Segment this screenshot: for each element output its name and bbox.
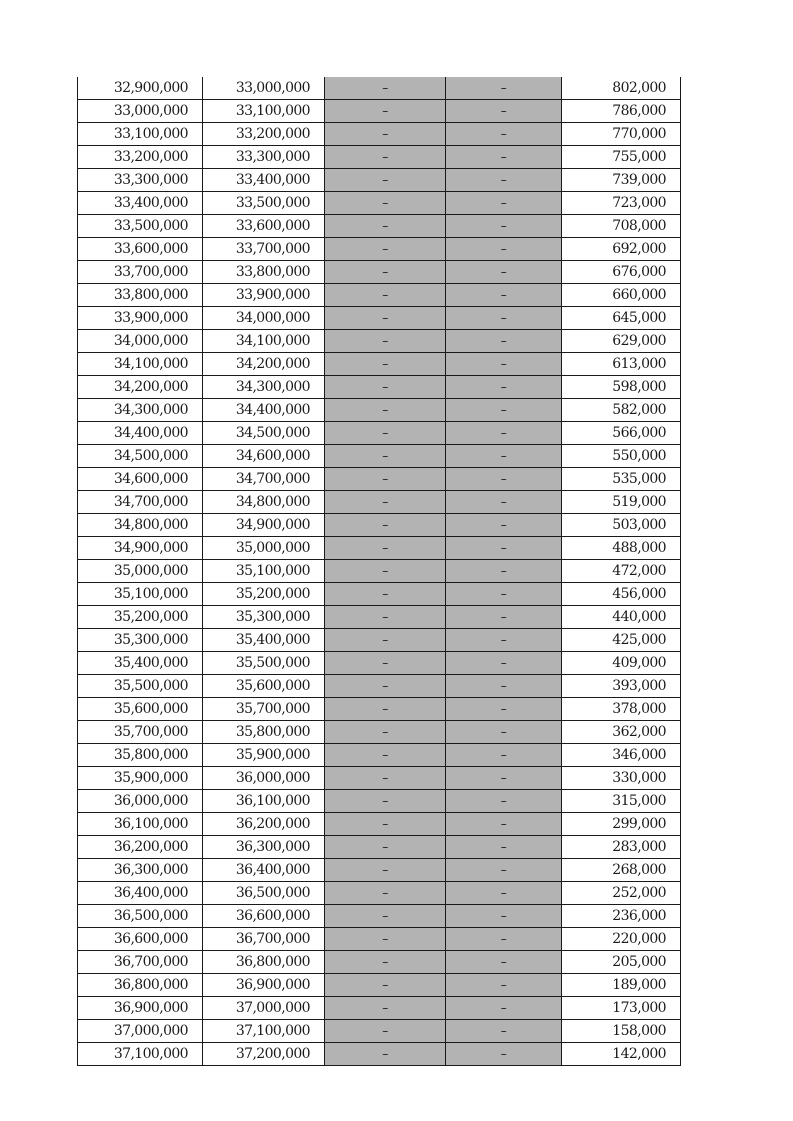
amount-cell: 708,000 [562,215,681,238]
range-from-cell: 36,300,000 [78,859,203,882]
range-to-cell: 33,800,000 [203,261,325,284]
shaded-dash-cell: – [325,974,446,997]
table-row [78,928,681,951]
shaded-dash-cell: – [446,652,562,675]
table-row [78,675,681,698]
shaded-dash-cell: – [446,330,562,353]
range-to-cell: 36,800,000 [203,951,325,974]
amount-cell: 205,000 [562,951,681,974]
table-row [78,698,681,721]
range-from-cell: 34,100,000 [78,353,203,376]
shaded-dash-cell: – [325,905,446,928]
amount-cell: 645,000 [562,307,681,330]
range-to-cell: 35,700,000 [203,698,325,721]
shaded-dash-cell: – [446,284,562,307]
range-to-cell: 35,600,000 [203,675,325,698]
shaded-dash-cell: – [325,100,446,123]
shaded-dash-cell: – [446,468,562,491]
table-row [78,997,681,1020]
range-to-cell: 33,500,000 [203,192,325,215]
amount-cell: 440,000 [562,606,681,629]
shaded-dash-cell: – [446,215,562,238]
amount-cell: 220,000 [562,928,681,951]
shaded-dash-cell: – [325,997,446,1020]
range-from-cell: 33,200,000 [78,146,203,169]
shaded-dash-cell: – [325,721,446,744]
amount-cell: 503,000 [562,514,681,537]
shaded-dash-cell: – [446,997,562,1020]
table-row [78,77,681,100]
shaded-dash-cell: – [446,905,562,928]
amount-cell: 236,000 [562,905,681,928]
amount-cell: 346,000 [562,744,681,767]
table-row [78,284,681,307]
amount-cell: 362,000 [562,721,681,744]
shaded-dash-cell: – [446,307,562,330]
amount-cell: 252,000 [562,882,681,905]
range-from-cell: 36,800,000 [78,974,203,997]
amount-cell: 802,000 [562,77,681,100]
shaded-dash-cell: – [325,1043,446,1066]
range-from-cell: 34,000,000 [78,330,203,353]
table-row [78,445,681,468]
range-from-cell: 36,100,000 [78,813,203,836]
shaded-dash-cell: – [325,422,446,445]
range-from-cell: 33,100,000 [78,123,203,146]
table-row [78,606,681,629]
range-from-cell: 35,900,000 [78,767,203,790]
shaded-dash-cell: – [325,353,446,376]
table-row [78,422,681,445]
shaded-dash-cell: – [446,813,562,836]
shaded-dash-cell: – [446,928,562,951]
range-from-cell: 36,400,000 [78,882,203,905]
table-row [78,123,681,146]
table-row [78,353,681,376]
amount-cell: 755,000 [562,146,681,169]
range-to-cell: 33,700,000 [203,238,325,261]
amount-cell: 692,000 [562,238,681,261]
table-row [78,1043,681,1066]
shaded-dash-cell: – [325,491,446,514]
table-row [78,882,681,905]
bracket-table-page [77,77,680,1066]
range-to-cell: 34,300,000 [203,376,325,399]
amount-cell: 723,000 [562,192,681,215]
range-from-cell: 36,000,000 [78,790,203,813]
amount-cell: 582,000 [562,399,681,422]
table-row [78,721,681,744]
range-to-cell: 35,200,000 [203,583,325,606]
amount-cell: 519,000 [562,491,681,514]
range-to-cell: 33,200,000 [203,123,325,146]
shaded-dash-cell: – [325,675,446,698]
shaded-dash-cell: – [325,445,446,468]
range-from-cell: 33,300,000 [78,169,203,192]
shaded-dash-cell: – [325,169,446,192]
range-to-cell: 34,700,000 [203,468,325,491]
shaded-dash-cell: – [325,790,446,813]
shaded-dash-cell: – [446,537,562,560]
table-row [78,813,681,836]
range-to-cell: 35,800,000 [203,721,325,744]
range-from-cell: 35,600,000 [78,698,203,721]
table-row [78,859,681,882]
shaded-dash-cell: – [446,675,562,698]
shaded-dash-cell: – [325,767,446,790]
amount-cell: 283,000 [562,836,681,859]
range-to-cell: 35,400,000 [203,629,325,652]
table-row [78,468,681,491]
shaded-dash-cell: – [325,629,446,652]
shaded-dash-cell: – [446,744,562,767]
shaded-dash-cell: – [446,353,562,376]
table-row [78,951,681,974]
range-from-cell: 34,400,000 [78,422,203,445]
range-from-cell: 35,100,000 [78,583,203,606]
range-from-cell: 34,800,000 [78,514,203,537]
amount-cell: 613,000 [562,353,681,376]
shaded-dash-cell: – [325,951,446,974]
amount-cell: 330,000 [562,767,681,790]
table-row [78,491,681,514]
range-from-cell: 34,600,000 [78,468,203,491]
amount-cell: 158,000 [562,1020,681,1043]
range-from-cell: 36,700,000 [78,951,203,974]
shaded-dash-cell: – [325,836,446,859]
range-from-cell: 34,900,000 [78,537,203,560]
range-from-cell: 36,500,000 [78,905,203,928]
shaded-dash-cell: – [325,560,446,583]
range-to-cell: 33,600,000 [203,215,325,238]
shaded-dash-cell: – [446,146,562,169]
table-row [78,744,681,767]
shaded-dash-cell: – [446,560,562,583]
range-from-cell: 36,900,000 [78,997,203,1020]
shaded-dash-cell: – [325,928,446,951]
amount-cell: 425,000 [562,629,681,652]
shaded-dash-cell: – [325,215,446,238]
range-from-cell: 35,300,000 [78,629,203,652]
shaded-dash-cell: – [446,376,562,399]
table-row [78,307,681,330]
range-from-cell: 33,600,000 [78,238,203,261]
amount-cell: 786,000 [562,100,681,123]
range-to-cell: 34,900,000 [203,514,325,537]
range-to-cell: 36,700,000 [203,928,325,951]
range-to-cell: 34,400,000 [203,399,325,422]
shaded-dash-cell: – [446,399,562,422]
range-to-cell: 33,100,000 [203,100,325,123]
range-from-cell: 33,800,000 [78,284,203,307]
table-row [78,100,681,123]
range-from-cell: 34,300,000 [78,399,203,422]
shaded-dash-cell: – [446,422,562,445]
table-row [78,905,681,928]
shaded-dash-cell: – [446,721,562,744]
range-to-cell: 35,900,000 [203,744,325,767]
range-to-cell: 36,000,000 [203,767,325,790]
amount-cell: 629,000 [562,330,681,353]
shaded-dash-cell: – [325,813,446,836]
shaded-dash-cell: – [325,261,446,284]
table-row [78,537,681,560]
shaded-dash-cell: – [446,192,562,215]
range-from-cell: 34,500,000 [78,445,203,468]
range-to-cell: 35,000,000 [203,537,325,560]
shaded-dash-cell: – [325,77,446,100]
shaded-dash-cell: – [446,859,562,882]
shaded-dash-cell: – [325,468,446,491]
range-from-cell: 32,900,000 [78,77,203,100]
amount-cell: 142,000 [562,1043,681,1066]
shaded-dash-cell: – [325,859,446,882]
table-row [78,583,681,606]
table-row [78,652,681,675]
table-row [78,192,681,215]
shaded-dash-cell: – [325,399,446,422]
table-row [78,215,681,238]
range-to-cell: 37,000,000 [203,997,325,1020]
range-to-cell: 35,300,000 [203,606,325,629]
shaded-dash-cell: – [325,882,446,905]
amount-cell: 566,000 [562,422,681,445]
amount-cell: 770,000 [562,123,681,146]
shaded-dash-cell: – [446,1043,562,1066]
table-row [78,514,681,537]
amount-cell: 598,000 [562,376,681,399]
amount-cell: 535,000 [562,468,681,491]
range-from-cell: 36,600,000 [78,928,203,951]
table-row [78,767,681,790]
shaded-dash-cell: – [446,583,562,606]
shaded-dash-cell: – [325,1020,446,1043]
amount-cell: 409,000 [562,652,681,675]
shaded-dash-cell: – [446,882,562,905]
range-to-cell: 34,000,000 [203,307,325,330]
range-from-cell: 37,000,000 [78,1020,203,1043]
amount-cell: 268,000 [562,859,681,882]
table-row [78,238,681,261]
range-to-cell: 34,100,000 [203,330,325,353]
amount-cell: 488,000 [562,537,681,560]
table-row [78,836,681,859]
range-from-cell: 35,700,000 [78,721,203,744]
amount-cell: 378,000 [562,698,681,721]
amount-cell: 472,000 [562,560,681,583]
range-from-cell: 33,400,000 [78,192,203,215]
amount-cell: 660,000 [562,284,681,307]
range-to-cell: 33,400,000 [203,169,325,192]
range-to-cell: 35,500,000 [203,652,325,675]
shaded-dash-cell: – [446,698,562,721]
table-row [78,146,681,169]
shaded-dash-cell: – [325,123,446,146]
shaded-dash-cell: – [325,307,446,330]
range-from-cell: 35,800,000 [78,744,203,767]
shaded-dash-cell: – [446,238,562,261]
shaded-dash-cell: – [325,537,446,560]
shaded-dash-cell: – [446,169,562,192]
shaded-dash-cell: – [446,100,562,123]
shaded-dash-cell: – [325,744,446,767]
shaded-dash-cell: – [325,583,446,606]
range-to-cell: 37,200,000 [203,1043,325,1066]
amount-cell: 299,000 [562,813,681,836]
table-row [78,376,681,399]
range-to-cell: 36,400,000 [203,859,325,882]
table-row [78,790,681,813]
shaded-dash-cell: – [446,1020,562,1043]
shaded-dash-cell: – [325,376,446,399]
range-to-cell: 33,900,000 [203,284,325,307]
range-from-cell: 33,500,000 [78,215,203,238]
shaded-dash-cell: – [325,330,446,353]
shaded-dash-cell: – [446,491,562,514]
range-from-cell: 34,200,000 [78,376,203,399]
range-from-cell: 33,000,000 [78,100,203,123]
range-from-cell: 35,500,000 [78,675,203,698]
amount-cell: 739,000 [562,169,681,192]
range-from-cell: 34,700,000 [78,491,203,514]
range-from-cell: 36,200,000 [78,836,203,859]
shaded-dash-cell: – [325,238,446,261]
amount-cell: 189,000 [562,974,681,997]
amount-cell: 676,000 [562,261,681,284]
range-to-cell: 36,900,000 [203,974,325,997]
bracket-table [77,77,681,1066]
range-to-cell: 36,300,000 [203,836,325,859]
range-from-cell: 33,900,000 [78,307,203,330]
range-from-cell: 35,400,000 [78,652,203,675]
range-to-cell: 36,600,000 [203,905,325,928]
shaded-dash-cell: – [325,192,446,215]
range-from-cell: 35,000,000 [78,560,203,583]
shaded-dash-cell: – [325,514,446,537]
range-to-cell: 37,100,000 [203,1020,325,1043]
amount-cell: 550,000 [562,445,681,468]
table-row [78,629,681,652]
range-to-cell: 34,600,000 [203,445,325,468]
amount-cell: 456,000 [562,583,681,606]
range-to-cell: 34,800,000 [203,491,325,514]
amount-cell: 173,000 [562,997,681,1020]
range-to-cell: 33,300,000 [203,146,325,169]
range-to-cell: 36,200,000 [203,813,325,836]
range-to-cell: 34,500,000 [203,422,325,445]
table-row [78,399,681,422]
shaded-dash-cell: – [446,951,562,974]
shaded-dash-cell: – [446,974,562,997]
table-row [78,560,681,583]
table-row [78,169,681,192]
shaded-dash-cell: – [446,836,562,859]
shaded-dash-cell: – [446,767,562,790]
shaded-dash-cell: – [325,284,446,307]
shaded-dash-cell: – [446,445,562,468]
range-to-cell: 33,000,000 [203,77,325,100]
range-from-cell: 35,200,000 [78,606,203,629]
range-to-cell: 36,100,000 [203,790,325,813]
table-row [78,330,681,353]
shaded-dash-cell: – [446,77,562,100]
shaded-dash-cell: – [446,261,562,284]
amount-cell: 315,000 [562,790,681,813]
bracket-table-body [78,77,681,1066]
table-row [78,1020,681,1043]
shaded-dash-cell: – [446,629,562,652]
shaded-dash-cell: – [325,146,446,169]
range-from-cell: 33,700,000 [78,261,203,284]
range-to-cell: 36,500,000 [203,882,325,905]
amount-cell: 393,000 [562,675,681,698]
shaded-dash-cell: – [325,698,446,721]
shaded-dash-cell: – [325,652,446,675]
shaded-dash-cell: – [446,123,562,146]
table-row [78,261,681,284]
shaded-dash-cell: – [446,790,562,813]
shaded-dash-cell: – [325,606,446,629]
range-from-cell: 37,100,000 [78,1043,203,1066]
shaded-dash-cell: – [446,514,562,537]
shaded-dash-cell: – [446,606,562,629]
range-to-cell: 35,100,000 [203,560,325,583]
range-to-cell: 34,200,000 [203,353,325,376]
table-row [78,974,681,997]
